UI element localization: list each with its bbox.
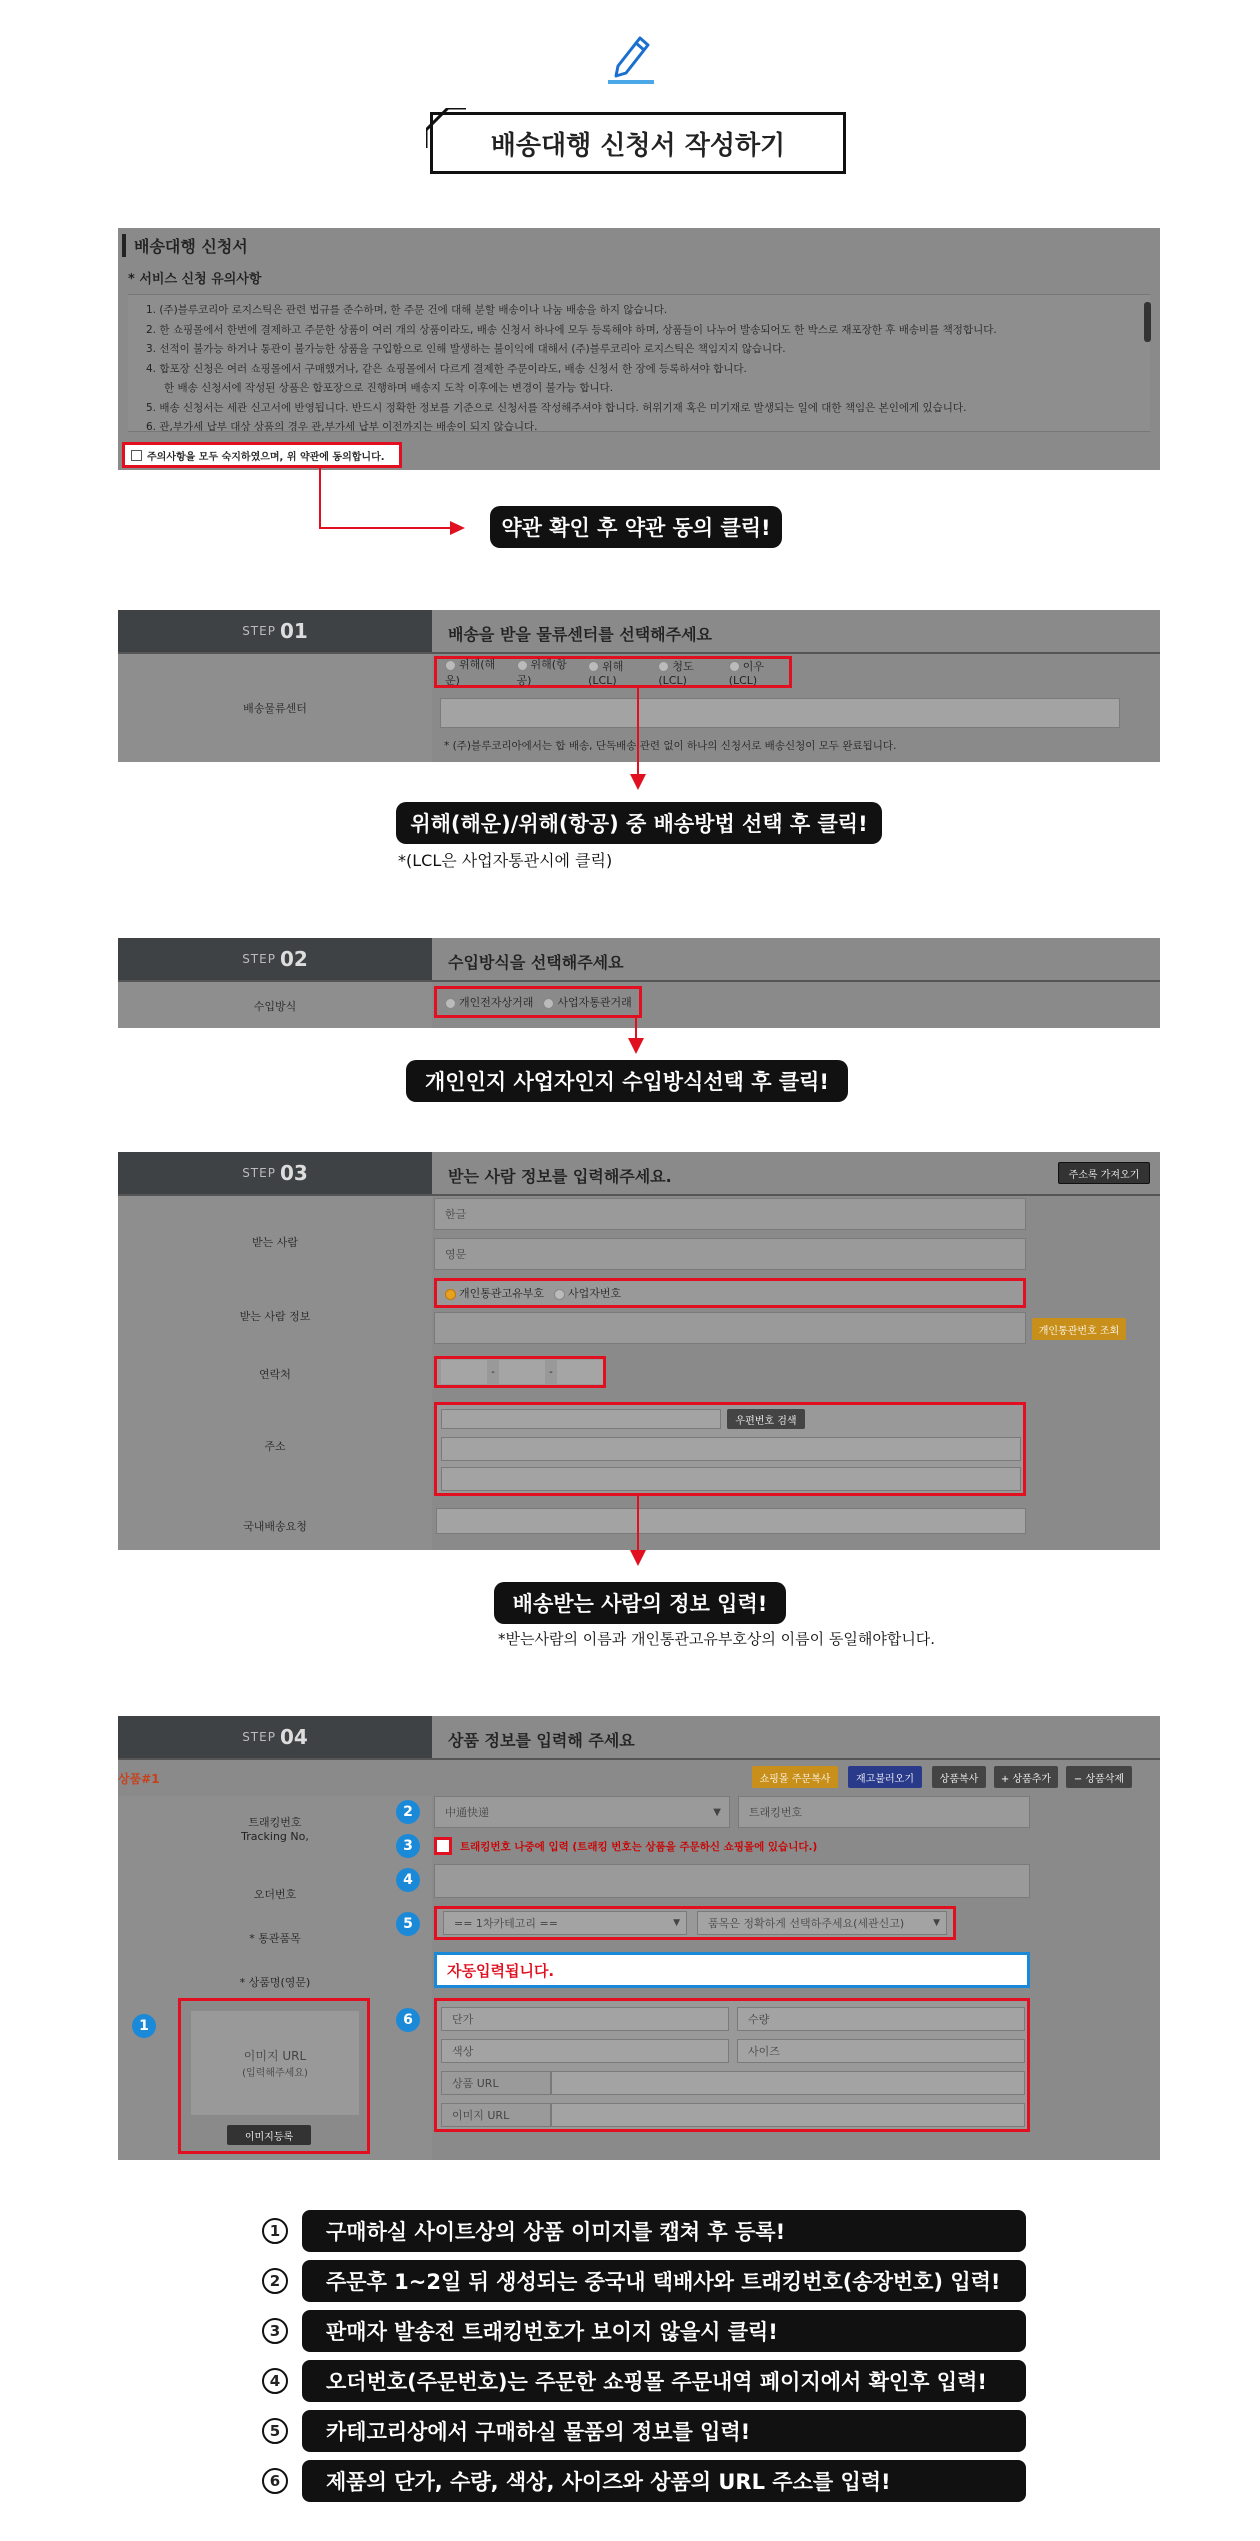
- agree-checkbox[interactable]: [131, 450, 142, 461]
- arrow-step1: [628, 688, 648, 792]
- callout-step3: 배송받는 사람의 정보 입력!: [494, 1582, 786, 1624]
- phone-sep: -: [549, 1366, 553, 1378]
- note-5: [262, 2410, 1026, 2452]
- note-number: 3: [262, 2318, 288, 2344]
- note-text: 판매자 발송전 트래킹번호가 보이지 않을시 클릭!: [302, 2310, 1026, 2352]
- customs-lookup-button[interactable]: 개인통관번호 조회: [1032, 1318, 1126, 1340]
- zipcode-input[interactable]: [441, 1409, 721, 1429]
- badge-6: 6: [396, 2008, 420, 2032]
- terms-line: 한 배송 신청서에 작성된 상품은 합포장으로 진행하며 배송지 도착 이후에는 변경이 불가능 합니다.: [164, 382, 614, 394]
- option-yiwu-lcl[interactable]: 이우(LCL): [728, 659, 764, 687]
- product-name-label: * 상품명(영문): [239, 1976, 311, 1989]
- badge-5: 5: [396, 1912, 420, 1936]
- image-url-input[interactable]: [551, 2103, 1025, 2127]
- recipient-id-type-options: [434, 1278, 1026, 1308]
- step1-caption: *(LCL은 사업자통관시에 클릭): [398, 851, 613, 870]
- product-name-input[interactable]: [434, 1952, 1030, 1988]
- name-korean-input[interactable]: 한글: [434, 1198, 1026, 1230]
- terms-line: 4. 합포장 신청은 여러 쇼핑몰에서 구매했거나, 같은 쇼핑몰에서 다르게 결제한 주문이라도, 배송 신청서 한 장에 등록하셔야 합니다.: [146, 362, 747, 375]
- option-customs-code[interactable]: 개인통관고유부호: [445, 1285, 544, 1301]
- image-url-text: 이미지 URL: [243, 2049, 307, 2063]
- category-select[interactable]: [443, 1911, 687, 1935]
- step3-badge-area: STEP 03: [118, 1152, 432, 1194]
- step4-title: 상품 정보를 입력해 주세요: [448, 1731, 635, 1750]
- chevron-down-icon: ▼: [713, 1806, 721, 1818]
- arrow-terms: [310, 468, 470, 538]
- terms-panel: [118, 228, 1160, 470]
- note-text: 제품의 단가, 수량, 색상, 사이즈와 상품의 URL 주소를 입력!: [302, 2460, 1026, 2502]
- terms-line: 2. 한 쇼핑몰에서 한번에 결제하고 주문한 상품이 여러 개의 상품이라도, 배송 신청서 하나에 모두 등록해야 하며, 상품들이 나누어 발송되어도 한 박스로 재포장한 후 배송비를 책정합니다.: [146, 323, 997, 336]
- category-select-value: == 1차카테고리 ==: [454, 1917, 558, 1930]
- product-tag: 상품#1: [118, 1772, 160, 1786]
- order-number-input[interactable]: [434, 1864, 1030, 1898]
- badge-4: 4: [396, 1868, 420, 1892]
- delivery-center-label: 배송물류센터: [243, 702, 307, 715]
- terms-line: 3. 선적이 불가능 하거나 통관이 불가능한 상품을 구입함으로 인해 발생하는 불이익에 대해서 (주)블루코리아 로지스틱은 책임지지 않습니다.: [146, 343, 786, 355]
- terms-line: 1. (주)블루코리아 로지스틱은 관련 법규를 준수하며, 한 주문 건에 대해 분할 배송이나 나눔 배송을 하지 않습니다.: [146, 304, 668, 316]
- note-number: 2: [262, 2268, 288, 2294]
- item-select[interactable]: [697, 1911, 947, 1935]
- note-6: [262, 2460, 1026, 2502]
- callout-step1: 위해(해운)/위해(항공) 중 배송방법 선택 후 클릭!: [396, 802, 882, 844]
- step3-caption: *받는사람의 이름과 개인통관고유부호상의 이름이 동일해야합니다.: [498, 1630, 936, 1648]
- phone-part-2[interactable]: [499, 1360, 545, 1384]
- note-text: 구매하실 사이트상의 상품 이미지를 캡쳐 후 등록!: [302, 2210, 1026, 2252]
- phone-input-group: [434, 1356, 606, 1388]
- address-input-group: [434, 1402, 1026, 1496]
- name-english-input[interactable]: 영문: [434, 1238, 1026, 1270]
- product-url-label: 상품 URL: [441, 2071, 551, 2095]
- tracking-label-en: Tracking No,: [241, 1830, 309, 1843]
- terms-text-box[interactable]: [128, 294, 1150, 432]
- order-number-label: 오더번호: [253, 1888, 297, 1901]
- note-2: [262, 2260, 1026, 2302]
- image-placeholder[interactable]: [191, 2011, 359, 2115]
- badge-1: 1: [132, 2014, 156, 2038]
- domestic-request-label: 국내배송요청: [243, 1520, 307, 1533]
- tracking-later-checkbox[interactable]: [434, 1837, 452, 1855]
- delivery-center-options: [434, 656, 792, 688]
- image-url-label: 이미지 URL: [441, 2103, 551, 2127]
- tracking-label: 트래킹번호: [248, 1816, 302, 1829]
- option-qingdao-lcl[interactable]: 청도(LCL): [658, 659, 694, 687]
- pencil-icon: [606, 30, 656, 86]
- arrow-step2: [626, 1018, 646, 1056]
- color-input[interactable]: 색상: [441, 2039, 729, 2063]
- chevron-down-icon: ▼: [673, 1918, 680, 1928]
- contact-label: 연락처: [259, 1368, 291, 1381]
- arrow-step3: [628, 1496, 648, 1568]
- note-3: [262, 2310, 1026, 2352]
- agree-checkbox-row[interactable]: [122, 442, 402, 468]
- step1-note: * (주)블루코리아에서는 합 배송, 단독배송 관련 없이 하나의 신청서로 배송신청이 모두 완료됩니다.: [444, 740, 897, 752]
- step2-badge-area: STEP 02: [118, 938, 432, 980]
- option-business-number[interactable]: 사업자번호: [554, 1285, 621, 1301]
- tracking-number-input[interactable]: 트래킹번호: [738, 1796, 1030, 1828]
- recipient-info-label: 받는 사람 정보: [239, 1310, 311, 1323]
- customs-code-input[interactable]: [434, 1312, 1026, 1344]
- import-method-label: 수입방식: [253, 1000, 297, 1013]
- option-weihai-lcl[interactable]: 위해(LCL): [588, 659, 624, 687]
- image-url-hint: (입력해주세요): [242, 2068, 308, 2079]
- delete-product-button[interactable]: − 상품삭제: [1066, 1766, 1132, 1788]
- title-corner-decoration: [426, 108, 466, 148]
- step4-divider: [118, 1758, 1160, 1760]
- terms-line: 6. 관,부가세 납부 대상 상품의 경우 관,부가세 납부 이전까지는 배송이 되지 않습니다.: [146, 421, 538, 432]
- phone-sep: -: [491, 1366, 495, 1378]
- option-weihai-sea[interactable]: 위해(해운): [445, 658, 496, 687]
- badge-2: 2: [396, 1800, 420, 1824]
- note-4: [262, 2360, 1026, 2402]
- note-number: 6: [262, 2468, 288, 2494]
- copy-product-button[interactable]: 상품복사: [932, 1766, 986, 1788]
- note-text: 주문후 1~2일 뒤 생성되는 중국내 택배사와 트래킹번호(송장번호) 입력!: [302, 2260, 1026, 2302]
- page-title: 배송대행 신청서 작성하기: [430, 112, 846, 174]
- size-input[interactable]: 사이즈: [737, 2039, 1025, 2063]
- option-weihai-air[interactable]: 위해(항공): [516, 658, 567, 687]
- step3-title: 받는 사람 정보를 입력해주세요.: [448, 1167, 672, 1186]
- address-label: 주소: [264, 1440, 286, 1453]
- note-number: 4: [262, 2368, 288, 2394]
- note-text: 카테고리상에서 구매하실 물품의 정보를 입력!: [302, 2410, 1026, 2452]
- agree-label: 주의사항을 모두 숙지하였으며, 위 약관에 동의합니다.: [147, 451, 385, 463]
- carrier-select-value: 中通快递: [445, 1806, 489, 1819]
- badge-3: 3: [396, 1834, 420, 1858]
- step4-badge-area: STEP 04: [118, 1716, 432, 1758]
- image-register-button[interactable]: 이미지등록: [227, 2125, 311, 2145]
- terms-scrollbar[interactable]: [1144, 302, 1151, 342]
- terms-heading: 배송대행 신청서: [122, 234, 248, 257]
- shop-order-copy-button[interactable]: 쇼핑몰 주문복사: [752, 1766, 838, 1788]
- tracking-later-hint: 트래킹번호 나중에 입력 (트래킹 번호는 상품을 주문하신 쇼핑몰에 있습니다.): [460, 1840, 818, 1853]
- note-text: 오더번호(주문번호)는 주문한 쇼핑몰 주문내역 페이지에서 확인후 입력!: [302, 2360, 1026, 2402]
- phone-part-1[interactable]: [441, 1360, 487, 1384]
- option-personal[interactable]: 개인전자상거래: [445, 994, 533, 1010]
- step2-title: 수입방식을 선택해주세요: [448, 953, 624, 972]
- step1-empty-field: [440, 698, 1120, 728]
- auto-fill-text: 자동입력됩니다.: [447, 1961, 555, 1980]
- terms-subheading: * 서비스 신청 유의사항: [128, 272, 262, 287]
- customs-item-label: * 통관품목: [249, 1932, 301, 1945]
- step1-badge-area: STEP 01: [118, 610, 432, 652]
- price-input[interactable]: 단가: [441, 2007, 729, 2031]
- terms-line: 5. 배송 신청서는 세관 신고서에 반영됩니다. 반드시 정확한 정보를 기준으로 신청서를 작성해주셔야 합니다. 허위기재 혹은 미기재로 발생되는 일에 대한 책임은 본인에게 있습니다.: [146, 401, 967, 414]
- product-url-input[interactable]: [551, 2071, 1025, 2095]
- carrier-select[interactable]: [434, 1796, 730, 1828]
- product-detail-group: [434, 1998, 1030, 2132]
- chevron-down-icon: ▼: [933, 1918, 940, 1928]
- tracking-later-row: [434, 1836, 994, 1856]
- quantity-input[interactable]: 수량: [737, 2007, 1025, 2031]
- address-book-button[interactable]: 주소록 가져오기: [1058, 1162, 1150, 1184]
- option-business[interactable]: 사업자통관거래: [543, 994, 631, 1010]
- callout-terms: 약관 확인 후 약관 동의 클릭!: [490, 506, 782, 548]
- recipient-label: 받는 사람: [251, 1236, 298, 1249]
- domestic-request-input[interactable]: [436, 1508, 1026, 1534]
- callout-step2: 개인인지 사업자인지 수입방식선택 후 클릭!: [406, 1060, 848, 1102]
- load-stock-button[interactable]: 재고불러오기: [848, 1766, 922, 1788]
- note-1: [262, 2210, 1026, 2252]
- customs-category-group: [434, 1906, 956, 1940]
- zipcode-search-button[interactable]: 우편번호 검색: [727, 1409, 805, 1429]
- address-line1-input[interactable]: [441, 1437, 1021, 1461]
- add-product-button[interactable]: + 상품추가: [994, 1766, 1058, 1788]
- note-number: 1: [262, 2218, 288, 2244]
- phone-part-3[interactable]: [557, 1360, 603, 1384]
- address-line2-input[interactable]: [441, 1467, 1021, 1491]
- import-method-options: [434, 986, 642, 1018]
- step1-title: 배송을 받을 물류센터를 선택해주세요: [448, 625, 713, 644]
- item-select-value: 품목은 정확하게 선택하주세요(세관신고): [708, 1917, 905, 1930]
- image-upload-box: [178, 1998, 370, 2154]
- note-number: 5: [262, 2418, 288, 2444]
